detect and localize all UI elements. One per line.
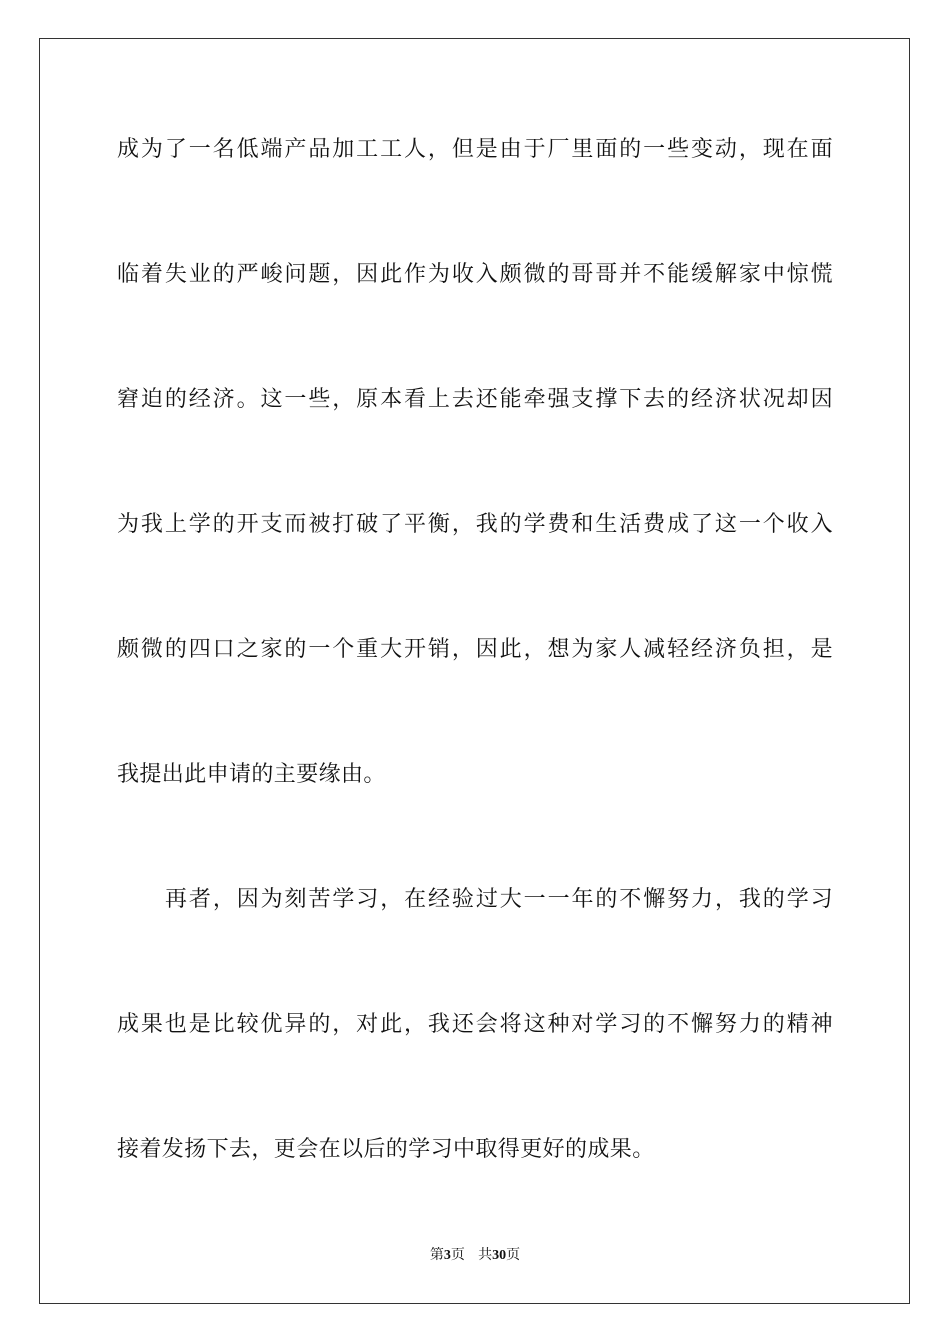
body-line-5: 颇微的四口之家的一个重大开销，因此，想为家人减轻经济负担，是 — [117, 637, 833, 662]
body-line-2: 临着失业的严峻问题，因此作为收入颇微的哥哥并不能缓解家中惊慌 — [117, 262, 833, 287]
footer-total-pages: 30 — [492, 1248, 507, 1263]
body-line-8: 成果也是比较优异的，对此，我还会将这种对学习的不懈努力的精神 — [117, 1012, 833, 1037]
body-line-7: 再者，因为刻苦学习，在经验过大一一年的不懈努力，我的学习 — [165, 887, 833, 912]
body-line-6: 我提出此申请的主要缘由。 — [117, 762, 386, 787]
footer-page-prefix: 第 — [429, 1247, 444, 1263]
body-line-9: 接着发扬下去，更会在以后的学习中取得更好的成果。 — [117, 1137, 655, 1162]
page-border — [39, 38, 910, 1304]
body-line-4: 为我上学的开支而被打破了平衡，我的学费和生活费成了这一个收入 — [117, 512, 833, 537]
body-line-1: 成为了一名低端产品加工工人，但是由于厂里面的一些变动，现在面 — [117, 137, 833, 162]
footer-page-number: 3 — [443, 1248, 451, 1263]
footer-page-suffix: 页 — [450, 1247, 465, 1263]
footer-total-suffix: 页 — [506, 1247, 521, 1263]
page-footer — [0, 1245, 950, 1266]
footer-total-prefix: 共 — [478, 1247, 493, 1263]
body-line-3: 窘迫的经济。这一些，原本看上去还能牵强支撑下去的经济状况却因 — [117, 387, 833, 412]
